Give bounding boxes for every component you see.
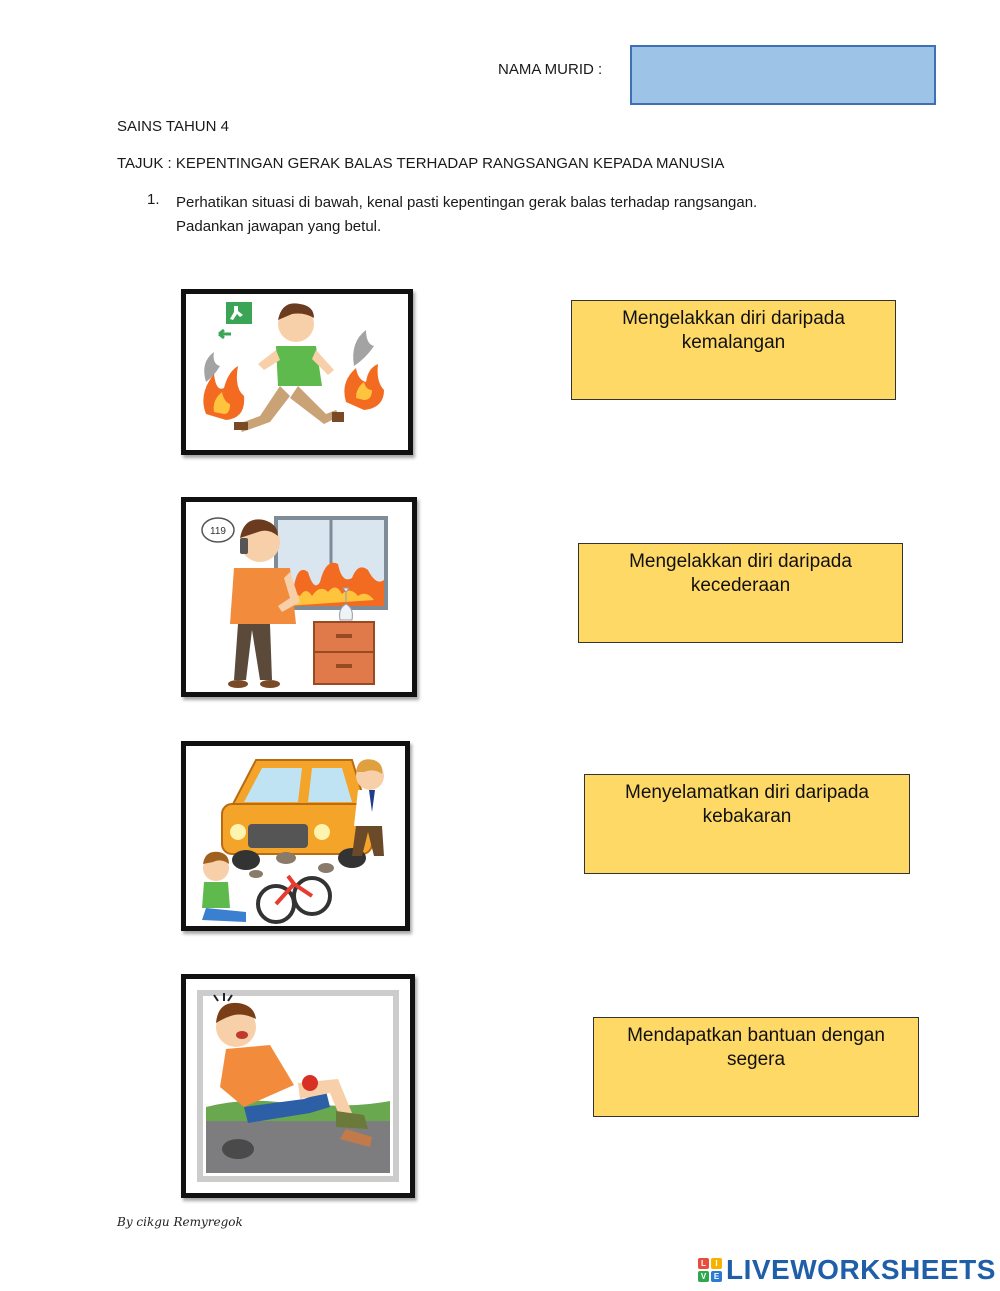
fire-escape-running-icon [186,294,408,450]
brand-name: LIVEWORKSHEETS [726,1254,996,1285]
subject-label: SAINS TAHUN 4 [117,118,229,135]
topic-title: TAJUK : KEPENTINGAN GERAK BALAS TERHADAP RANGSANGAN KEPADA MANUSIA [117,155,725,172]
brand-mark-i: I [711,1258,722,1269]
phone-call-fire-icon [186,502,412,692]
brand-mark-v: V [698,1271,709,1282]
answer-2-line-2: kecederaan [690,575,791,596]
answer-3-line-2: kebakaran [702,806,792,827]
brand-mark-l: L [698,1258,709,1269]
answer-2-line-1: Mengelakkan diri daripada [629,551,852,572]
answer-3-line-1: Menyelamatkan diri daripada [625,782,869,803]
brand-mark-e: E [711,1271,722,1282]
question-line-1: Perhatikan situasi di bawah, kenal pasti kepentingan gerak balas terhadap rangsangan. [176,194,758,211]
answer-box-kebakaran[interactable] [584,774,910,874]
car-accident-icon [186,746,405,926]
question-instructions [176,191,757,239]
answer-4-line-2: segera [726,1049,786,1070]
picture-fire-escape [181,289,413,455]
liveworksheets-logo[interactable] [698,1255,996,1285]
call-number-text: 119 [210,526,226,537]
liveworksheets-mark-icon [698,1258,722,1282]
answer-4-line-1: Mendapatkan bantuan dengan [627,1025,885,1046]
student-name-input[interactable] [630,45,936,105]
answer-box-kecederaan[interactable] [578,543,903,643]
question-number: 1. [147,191,160,208]
question-line-2: Padankan jawapan yang betul. [176,218,382,235]
picture-phone-call-fire [181,497,417,697]
picture-injured-knee [181,974,415,1198]
answer-box-bantuan[interactable] [593,1017,919,1117]
answer-box-kemalangan[interactable] [571,300,896,400]
author-byline: By cikgu Remyregok [117,1215,243,1229]
name-label: NAMA MURID : [498,61,603,78]
picture-car-accident [181,741,410,931]
answer-1-line-1: Mengelakkan diri daripada [622,308,845,329]
answer-1-line-2: kemalangan [681,332,786,353]
injured-knee-icon [186,979,410,1193]
